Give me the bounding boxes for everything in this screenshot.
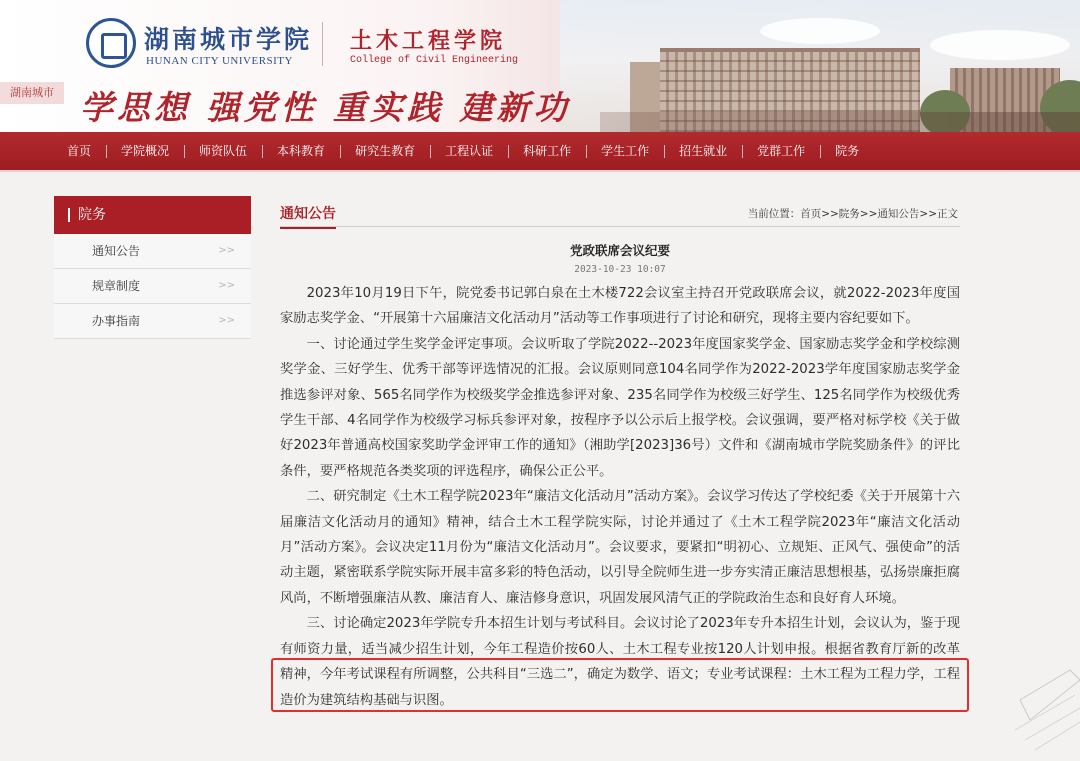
sidebar-item-label: 规章制度 (92, 279, 141, 293)
nav-item-affairs[interactable]: 院务 (820, 132, 874, 170)
breadcrumb (748, 206, 958, 221)
main-nav (0, 132, 1080, 172)
sidebar-title-label: 院务 (78, 207, 106, 223)
main-content (280, 196, 960, 713)
nav-item-student-affairs[interactable]: 学生工作 (586, 132, 664, 170)
chevron-double-right-icon: >> (218, 315, 235, 326)
article-title: 党政联席会议纪要 (569, 243, 670, 258)
breadcrumb-path[interactable]: 首页>>院务>>通知公告>>正文 (800, 208, 958, 220)
nav-item-accreditation[interactable]: 工程认证 (430, 132, 508, 170)
article-paragraph: 二、研究制定《土木工程学院2023年“廉洁文化活动月”活动方案》。会议学习传达了学校纪委《关于开展第十六届廉洁文化活动月的通知》精神，结合土木工程学院实际，讨论并通过了《土木工程学院2023年“廉洁文化活动月”活动方案》。会议决定11月份为“廉洁文化活动月”。会议要求，要紧扣“明初心、立规矩、正风气、强使命”的活动主题，紧密联系学院实际开展丰富多彩的特色活动，以引导全院师生进一步夯实清正廉洁思想根基，弘扬崇廉拒腐风尚，不断增强廉洁从教、廉洁育人、廉洁修身意识，巩固发展风清气正的学院政治生态和良好育人环境。 (280, 489, 960, 606)
college-name-en: College of Civil Engineering (350, 55, 519, 66)
article-date: 2023-10-23 10:07 (574, 264, 666, 275)
nav-item-graduate[interactable]: 研究生教育 (340, 132, 430, 170)
banner-slogan: 学思想 强党性 重实践 建新功 (80, 88, 571, 127)
breadcrumb-label: 当前位置： (747, 208, 801, 220)
sidebar-item-label: 办事指南 (92, 314, 141, 328)
sidebar-title (54, 196, 251, 234)
nav-item-undergraduate[interactable]: 本科教育 (262, 132, 340, 170)
college-name-cn[interactable]: 土木工程学院 (350, 28, 507, 54)
section-header (280, 196, 960, 227)
article-paragraph: 2023年10月19日下午，院党委书记郭白泉在土木楼722会议室主持召开党政联席会议，就2022-2023年度国家励志奖学金、“开展第十六届廉洁文化活动月”活动等工作事项进行了讨论和研究，现将主要内容纪要如下。 (280, 286, 960, 327)
sidebar (54, 196, 251, 339)
nav-item-home[interactable]: 首页 (67, 144, 92, 158)
banner-stamp: 湖南城市 (0, 82, 64, 104)
chevron-double-right-icon: >> (218, 245, 235, 256)
section-title: 通知公告 (280, 203, 336, 229)
sidebar-item-guides[interactable] (54, 304, 251, 339)
nav-item-admissions[interactable]: 招生就业 (664, 132, 742, 170)
university-logo[interactable] (86, 18, 136, 68)
nav-item-research[interactable]: 科研工作 (508, 132, 586, 170)
chevron-double-right-icon: >> (218, 280, 235, 291)
university-name-cn[interactable]: 湖南城市学院 (144, 25, 313, 54)
nav-item-party[interactable]: 党群工作 (742, 132, 820, 170)
university-name-en: HUNAN CITY UNIVERSITY (146, 55, 293, 67)
decorative-sketch-graphic (1010, 640, 1080, 761)
nav-item-faculty[interactable]: 师资队伍 (184, 132, 262, 170)
sidebar-item-notices[interactable] (54, 234, 251, 269)
nav-item-overview[interactable]: 学院概况 (106, 132, 184, 170)
header-divider (322, 22, 323, 66)
header-banner (0, 0, 1080, 132)
sidebar-item-label: 通知公告 (92, 244, 141, 258)
banner-ground (600, 112, 1080, 132)
article-paragraph: 三、讨论确定2023年学院专升本招生计划与考试科目。会议讨论了2023年专升本招生计划，会议认为，鉴于现有师资力量，适当减少招生计划，今年工程造价按60人、土木工程专业按120人计划申报。根据省教育厅新的改革精神，今年考试课程有所调整，公共科目“三选二”，确定为数学、语文；专业考试课程：土木工程为工程力学，工程造价为建筑结构基础与识图。 (280, 616, 960, 708)
article-paragraph: 一、讨论通过学生奖学金评定事项。会议听取了学院2022--2023年度国家奖学金、国家励志奖学金和学校综测奖学金、三好学生、优秀干部等评选情况的汇报。会议原则同意104名同学作为2022-2023学年度国家励志奖学金推选参评对象、565名同学作为校级奖学金推选参评对象、235名同学作为校级三好学生、125名同学作为校级优秀学生干部、4名同学作为校级学习标兵参评对象，按程序予以公示后上报学校。会议强调，要严格对标学校《关于做好2023年普通高校国家奖助学金评审工作的通知》（湘助学[2023]36号）文件和《湖南城市学院奖励条件》的评比条件，要严格规范各类奖项的评选程序，确保公正公平。 (280, 336, 960, 479)
sidebar-item-regulations[interactable] (54, 269, 251, 304)
